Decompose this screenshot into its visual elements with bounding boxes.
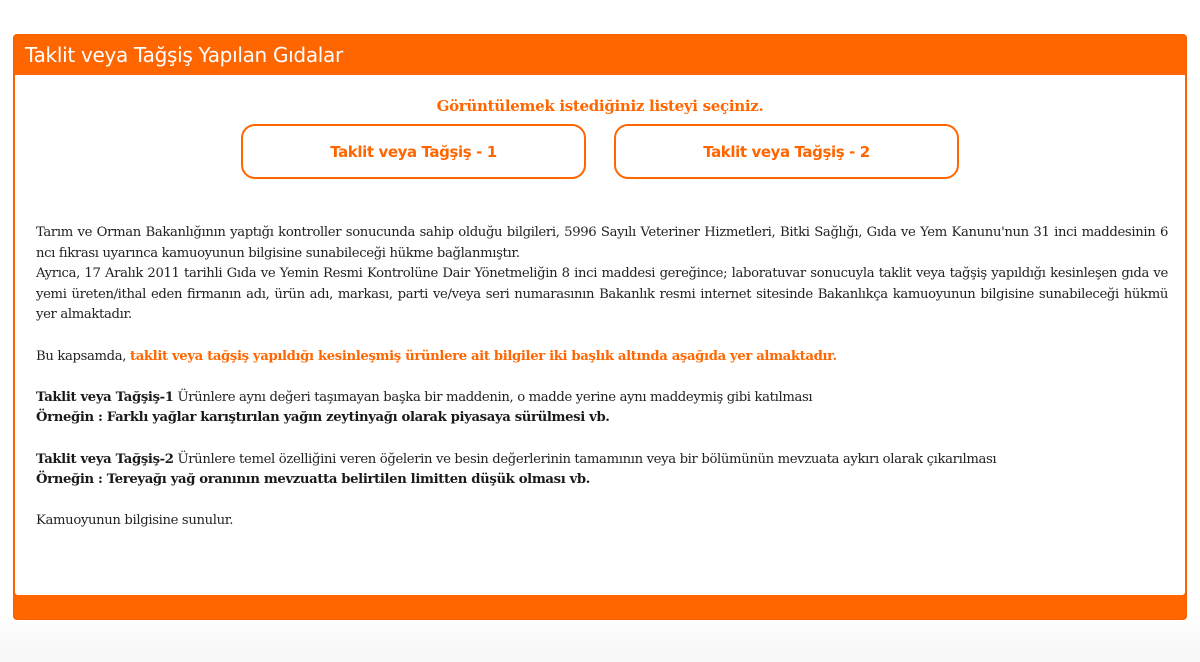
- intro-paragraph: Tarım ve Orman Bakanlığının yaptığı kontroller sonucunda sahip olduğu bilgileri, 5996 Sayılı Veteriner Hizmetleri, Bitki Sağlığı, Gıda ve Yem Kanunu'nun 31 inci maddesinin 6 ncı fıkrası uyarınca kamuoyunun bilgisine sunabileceği hükme bağlanmıştır.: [36, 225, 1168, 261]
- info-text: [36, 223, 1168, 532]
- closing-note: Kamuoyunun bilgisine sunulur.: [36, 513, 234, 529]
- definition-2-term: Taklit veya Tağşiş-2: [36, 451, 174, 467]
- definition-1-term: Taklit veya Tağşiş-1: [36, 389, 174, 405]
- scope-highlight: taklit veya tağşiş yapıldığı kesinleşmiş ürünlere ait bilgiler iki başlık altında aşağıda yer almaktadır.: [129, 348, 837, 364]
- definition-2-text: Ürünlere temel özelliğini veren öğelerin ve besin değerlerinin tamamının veya bir bölümünün mevzuata aykırı olarak çıkarılması: [173, 451, 997, 467]
- definition-1-text: Ürünlere aynı değeri taşımayan başka bir maddenin, o madde yerine aynı maddeymiş gibi katılması: [173, 389, 813, 405]
- definition-2: [36, 450, 1168, 471]
- definition-2-example: [36, 470, 1168, 491]
- scope-paragraph: [36, 347, 1168, 368]
- list-select-prompt: Görüntülemek istediğiniz listeyi seçiniz.: [436, 97, 764, 115]
- panel-title: Taklit veya Tağşiş Yapılan Gıdalar: [25, 43, 343, 67]
- food-fraud-panel: [13, 34, 1187, 620]
- list-1-button[interactable]: Taklit veya Tağşiş - 1: [241, 124, 586, 179]
- regulation-paragraph: Ayrıca, 17 Aralık 2011 tarihli Gıda ve Yemin Resmi Kontrolüne Dair Yönetmeliğin 8 inci maddesi gereğince; laboratuvar sonucuyla taklit veya tağşiş yapıldığı kesinleşen gıda ve yemi üreten/ithal eden firmanın adı, ürün adı, markası, parti ve/veya seri numarasının Bakanlık resmi internet sitesinde Bakanlıkça kamuoyunun bilgisine sunabileceği hükmü yer almaktadır.: [36, 266, 1168, 323]
- panel-body: [15, 75, 1185, 595]
- definition-1-example-text: Örneğin : Farklı yağlar karıştırılan yağın zeytinyağı olarak piyasaya sürülmesi vb.: [36, 410, 610, 426]
- scope-prefix: Bu kapsamda,: [36, 348, 130, 364]
- definition-1: [36, 388, 1168, 409]
- list-2-button[interactable]: Taklit veya Tağşiş - 2: [614, 124, 959, 179]
- definition-2-example-text: Örneğin : Tereyağı yağ oranının mevzuatta belirtilen limitten düşük olması vb.: [36, 472, 591, 488]
- definition-1-example: [36, 408, 1168, 429]
